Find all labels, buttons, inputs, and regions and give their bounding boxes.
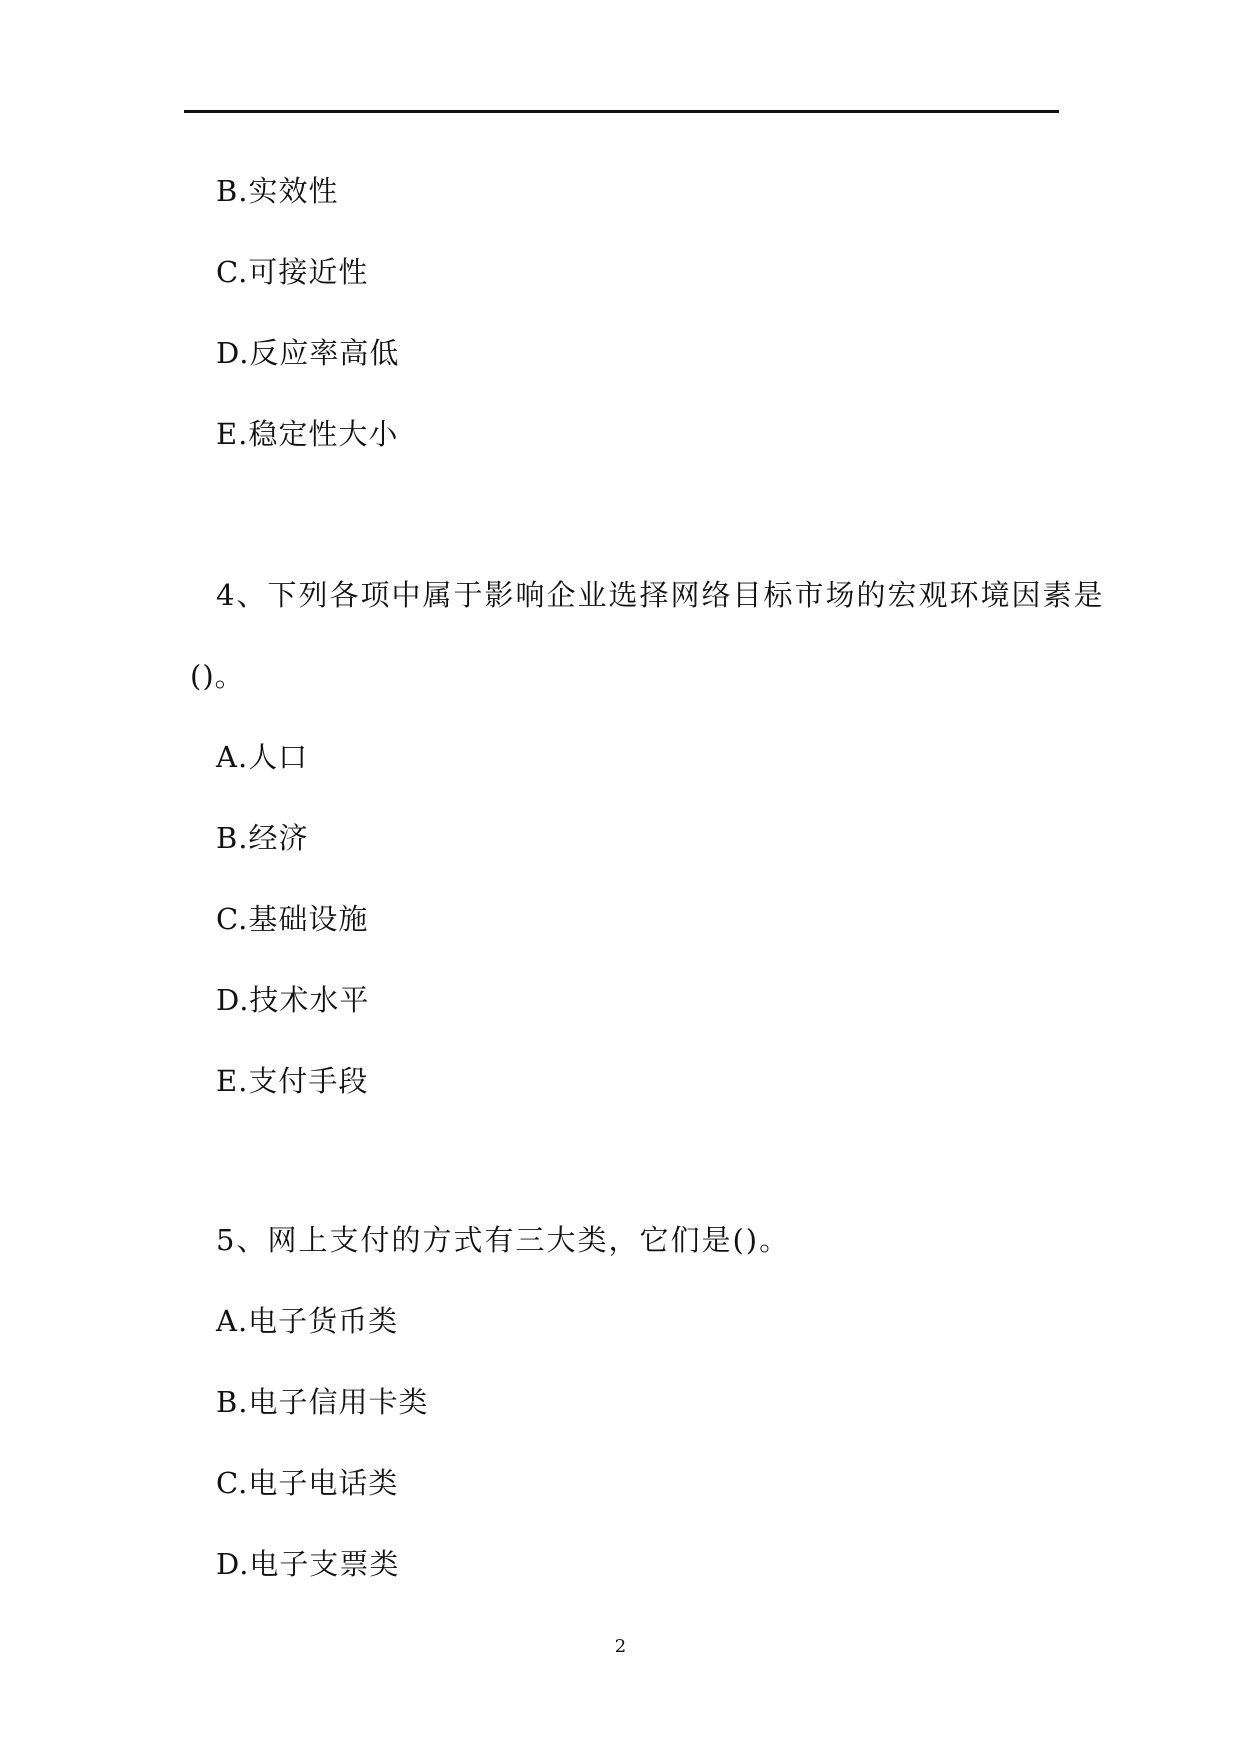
q5-stem: 5、网上支付的方式有三大类，它们是()。: [216, 1223, 791, 1257]
q4-stem-line1: 4、下列各项中属于影响企业选择网络目标市场的宏观环境因素是: [216, 578, 1105, 612]
page-number: 2: [614, 1636, 627, 1657]
q4-stem-line2: ()。: [190, 659, 245, 693]
q5-option-a: A.电子货币类: [216, 1304, 399, 1338]
q4-option-d: D.技术水平: [216, 983, 370, 1017]
q4-option-a: A.人口: [216, 740, 309, 774]
q4-option-e: E.支付手段: [216, 1064, 369, 1098]
q5-option-c: C.电子电话类: [216, 1466, 399, 1500]
q3-option-c: C.可接近性: [216, 255, 369, 289]
header-rule: [184, 110, 1059, 113]
q3-option-d: D.反应率高低: [216, 336, 400, 370]
q3-option-b: B.实效性: [216, 174, 339, 208]
q4-option-b: B.经济: [216, 821, 309, 855]
q5-option-d: D.电子支票类: [216, 1547, 400, 1581]
q5-option-b: B.电子信用卡类: [216, 1385, 429, 1419]
q3-option-e: E.稳定性大小: [216, 417, 399, 451]
q4-option-c: C.基础设施: [216, 902, 369, 936]
